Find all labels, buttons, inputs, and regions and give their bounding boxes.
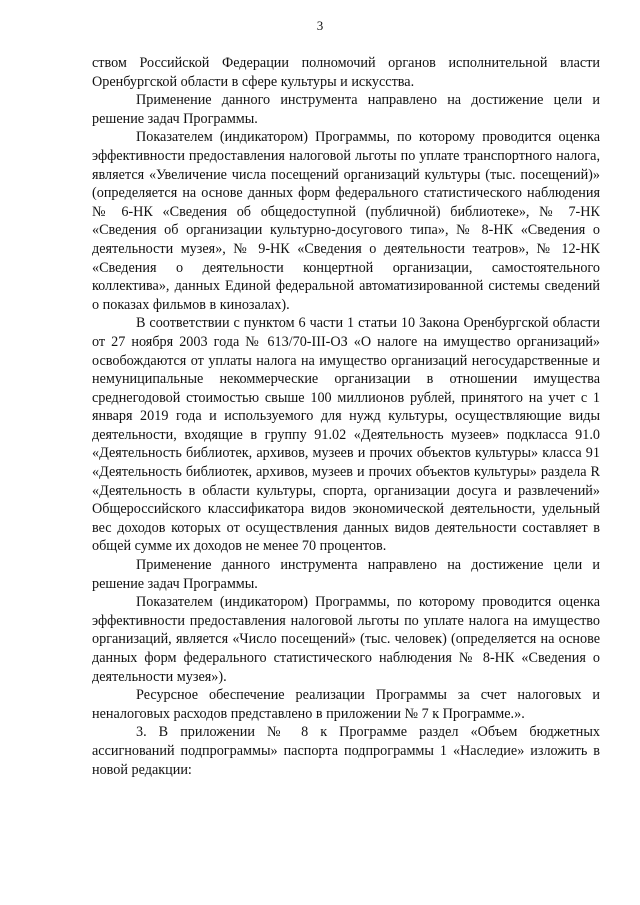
paragraph-amendment-3: 3. В приложении № 8 к Программе раздел «Объем бюджетных ассигнований подпрограммы» паспорта подпрограммы 1 «Наследие» изложить в новой редакции:	[92, 724, 600, 778]
paragraph-instrument-purpose-2: Применение данного инструмента направлено на достижение цели и решение задач Программы.	[92, 557, 600, 592]
paragraph-property-tax-exemption: В соответствии с пунктом 6 части 1 статьи 10 Закона Оренбургской области от 27 ноября 2003 года № 613/70-III-ОЗ «О налоге на имущество организаций» освобождаются от уплаты налога на имущество организаций негосударственные и немуниципальные некоммерческие организации в отношении имущества среднегодовой стоимостью свыше 100 миллионов рублей, принятого на учет с 1 января 2019 года и используемого для нужд культуры, осуществляющие виды деятельности, входящие в группу 91.02 «Деятельность музеев» подкласса 91.0 «Деятельность библиотек, архивов, музеев и прочих объектов культуры» класса 91 «Деятельность библиотек, архивов, музеев и прочих объектов культуры» раздела R «Деятельность в области культуры, спорта, организации досуга и развлечений» Общероссийского классификатора видов экономической деятельности, удельный вес доходов которых от осуществления данных видов деятельности составляет в общей сумме их доходов не менее 70 процентов.	[92, 315, 600, 555]
paragraph-continuation: ством Российской Федерации полномочий органов исполнительной власти Оренбургской области в сфере культуры и искусства.	[92, 55, 600, 90]
paragraph-transport-tax-indicator: Показателем (индикатором) Программы, по которому проводится оценка эффективности предоставления налоговой льготы по уплате транспортного налога, является «Увеличение числа посещений организаций культуры (тыс. посещений)» (определяется на основе данных форм федерального статистического наблюдения № 6-НК «Сведения об общедоступной (публичной) библиотеке», № 7-НК «Сведения об организации культурно-досугового типа», № 8-НК «Сведения о деятельности музея», № 9-НК «Сведения о деятельности театров», № 12-НК «Сведения о деятельности концертной организации, самостоятельного коллектива», данных Единой федеральной автоматизированной системы сведений о показах фильмов в кинозалах).	[92, 129, 600, 313]
paragraph-resource-support: Ресурсное обеспечение реализации Программы за счет налоговых и неналоговых расходов представлено в приложении № 7 к Программе.».	[92, 687, 600, 722]
paragraph-instrument-purpose: Применение данного инструмента направлено на достижение цели и решение задач Программы.	[92, 92, 600, 127]
paragraph-property-tax-indicator: Показателем (индикатором) Программы, по которому проводится оценка эффективности предоставления налоговой льготы по уплате налога на имущество организаций, является «Число посещений» (тыс. человек) (определяется на основе данных форм федерального статистического наблюдения № 8-НК «Сведения о деятельности музея»).	[92, 594, 600, 685]
page-number: 3	[316, 18, 324, 33]
document-body	[92, 54, 600, 779]
